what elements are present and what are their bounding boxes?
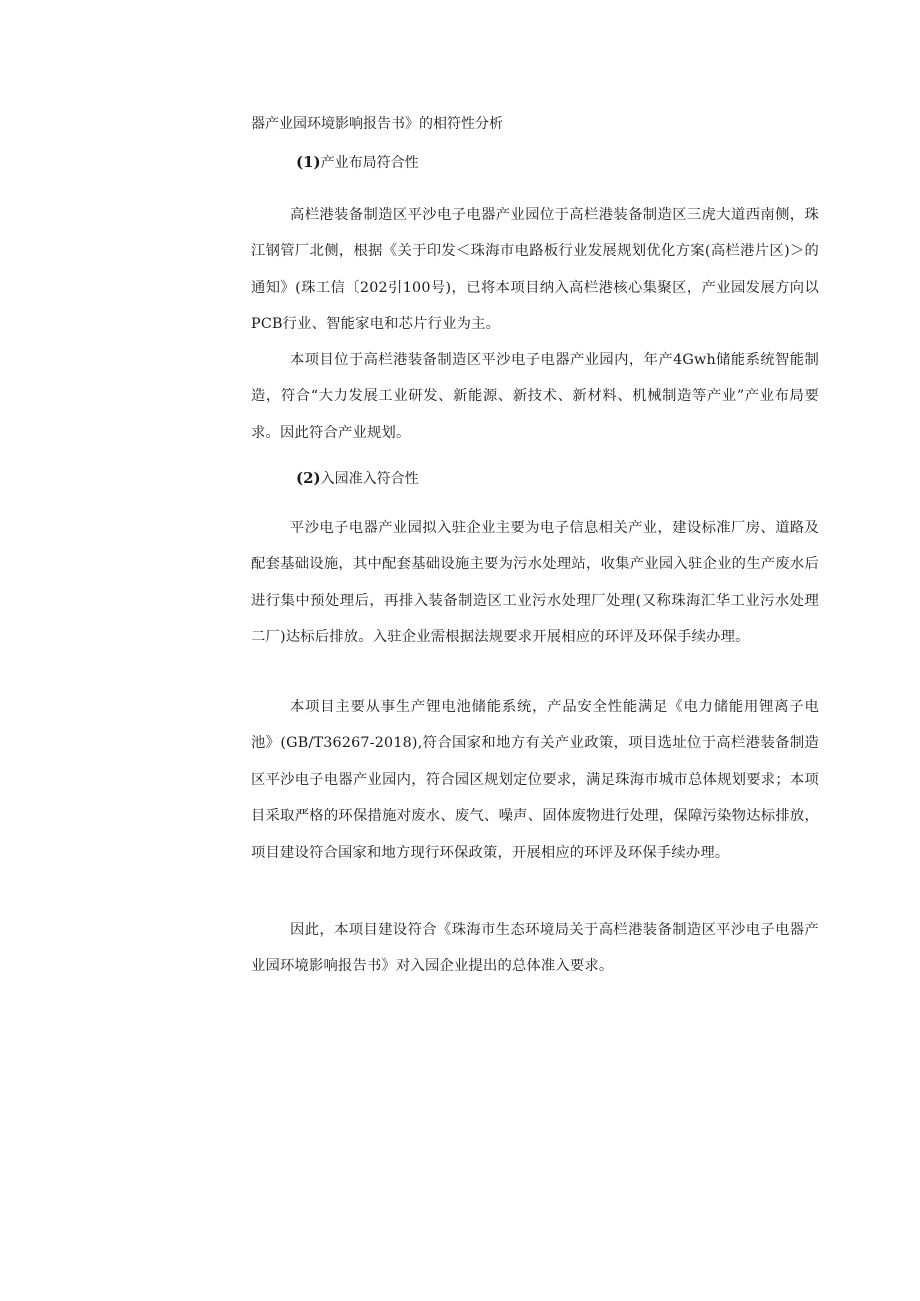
section-title-2: 入园准入符合性 [320,471,419,487]
paragraph-1: 高栏港装备制造区平沙电子电器产业园位于高栏港装备制造区三虎大道西南侧，珠江钢管厂北侧，根据《关于印发＜珠海市电路板行业发展规划优化方案(高栏港片区)＞的通知》(珠工信〔202引100号)，已将本项目纳入高栏港核心集聚区，产业园发展方向以PCB行业、智能家电和芯片行业为主。 [251,207,819,333]
paragraph-5: 因此，本项目建设符合《珠海市生态环境局关于高栏港装备制造区平沙电子电器产业园环境影响报告书》对入园企业提出的总体准入要求。 [251,922,819,975]
paragraph-3: 平沙电子电器产业园拟入驻企业主要为电子信息相关产业，建设标准厂房、道路及配套基础设施，其中配套基础设施主要为污水处理站，收集产业园入驻企业的生产废水后进行集中预处理后，再排入装备制造区工业污水处理厂处理(又称珠海汇华工业污水处理二厂)达标后排放。入驻企业需根据法规要求开展相应的环评及环保手续办理。 [251,520,819,646]
continued-heading: 器产业园环境影响报告书》的相符性分析 [251,116,503,132]
section-heading-1 [296,150,864,175]
section-heading-2 [296,466,864,491]
section-number-2: (2) [296,469,321,487]
section-number-1: (1) [296,153,321,171]
paragraph-2: 本项目位于高栏港装备制造区平沙电子电器产业园内，年产4Gwh储能系统智能制造，符合“大力发展工业研发、新能源、新技术、新材料、机械制造等产业”产业布局要求。因此符合产业规划。 [251,352,819,441]
section-title-1: 产业布局符合性 [320,155,419,171]
paragraph-4: 本项目主要从事生产锂电池储能系统，产品安全性能满足《电力储能用锂离子电池》(GB/T36267-2018),符合国家和地方有关产业政策，项目选址位于高栏港装备制造区平沙电子电器产业园内，符合园区规划定位要求，满足珠海市城市总体规划要求；本项目采取严格的环保措施对废水、废气、噪声、固体废物进行处理，保障污染物达标排放，项目建设符合国家和地方现行环保政策，开展相应的环评及环保手续办理。 [251,699,819,861]
